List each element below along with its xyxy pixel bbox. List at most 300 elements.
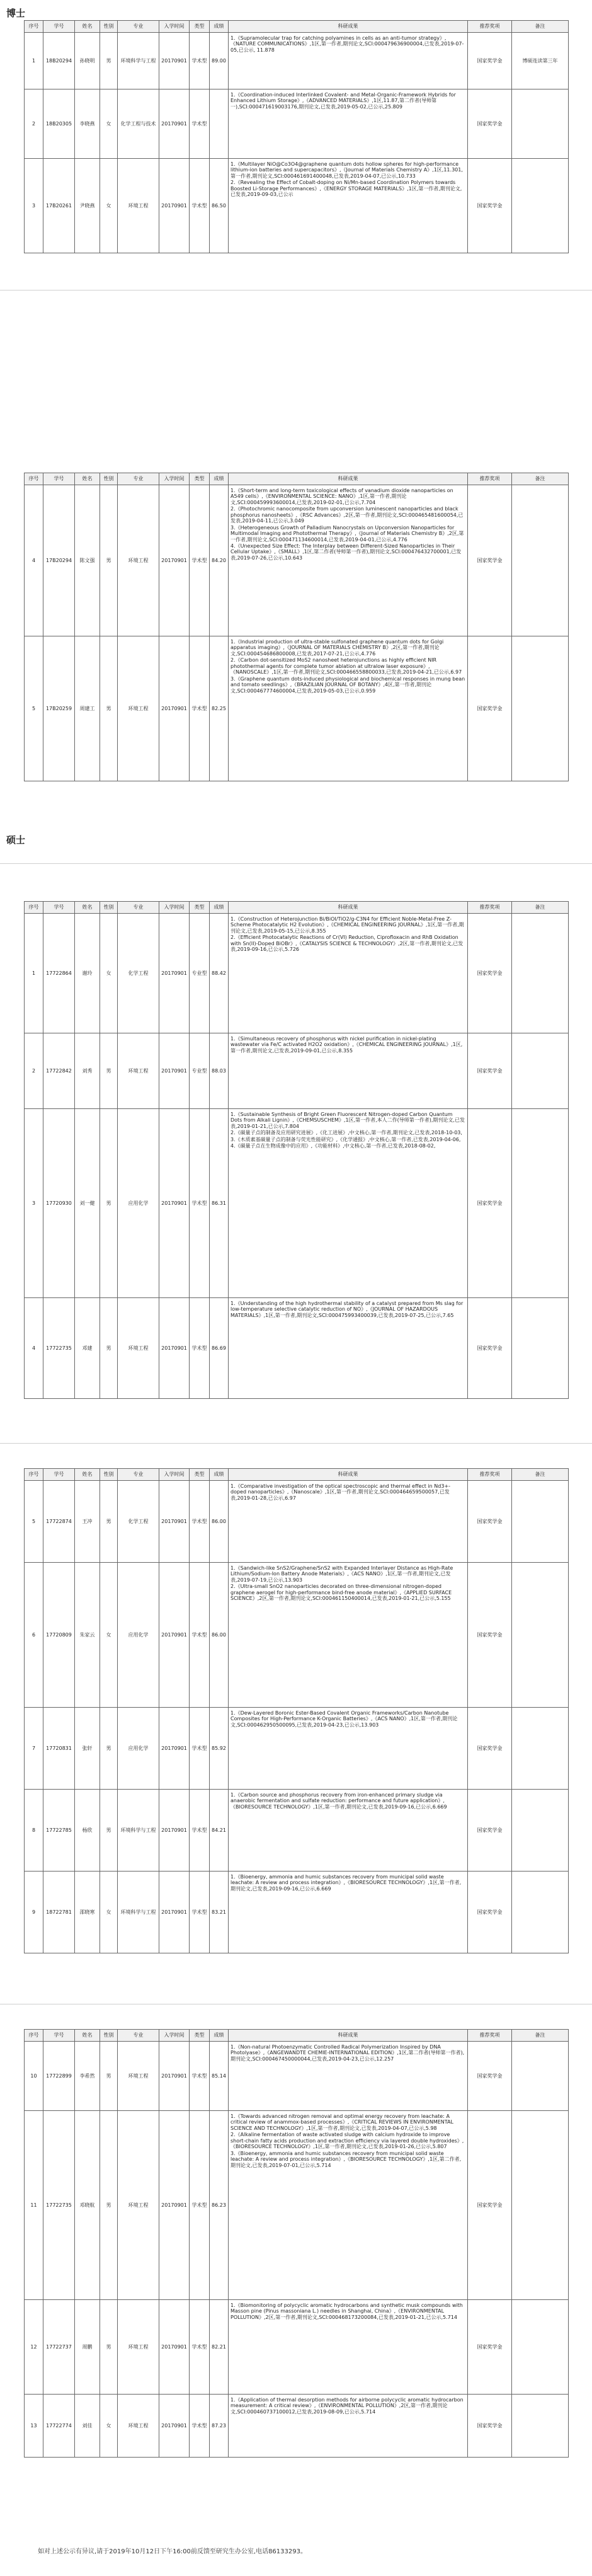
cell-no: 1 [25,914,43,1033]
cell-no: 3 [25,1109,43,1298]
cell-enroll-time: 20170901 [159,636,190,781]
master-table-page3 [24,2029,569,2458]
header-major: 专业 [118,21,159,33]
header-award: 推荐奖项 [468,21,512,33]
cell-no: 8 [25,1790,43,1872]
research-item: 2.《碳量子点的制备及应用研究进展》,《化工进展》,中文核心,第一作者,期刊论文,已发表,2018-10-03, [231,1130,462,1136]
cell-type: 学术型 [190,1708,210,1790]
header-award: 推荐奖项 [468,1469,512,1481]
cell-no: 12 [25,2300,43,2395]
header-major: 专业 [118,2030,159,2042]
cell-research [229,1790,468,1872]
research-item: 2.《Photochromic nanocomposite from upconversion luminescent nanoparticles and black phosphorus nanosheets》,《RSC Advances》,2区,第一作者,期刊论文,SCI:000465481600054,已发表,2019-04-11,已公示,3.049 [231,506,464,524]
cell-no: 10 [25,2042,43,2111]
cell-research [229,2300,468,2395]
header-score: 成绩 [210,1469,229,1481]
cell-research [229,1033,468,1109]
cell-enroll-time: 20170901 [159,1790,190,1872]
header-type: 类型 [190,1469,210,1481]
header-major: 专业 [118,902,159,914]
cell-type: 学术型 [190,1790,210,1872]
cell-research [229,1109,468,1298]
header-enroll-time: 入学时间 [159,2030,190,2042]
cell-major: 环境工程 [118,2042,159,2111]
cell-no: 2 [25,89,43,159]
cell-gender: 女 [100,89,118,159]
phd-table-page1 [24,20,569,253]
cell-award: 国家奖学金 [468,1298,512,1399]
header-remark: 备注 [512,473,569,485]
cell-name: 李晓燕 [75,89,100,159]
header-student-id: 学号 [43,1469,75,1481]
research-item: 1.《Coordination-induced Interlinked Covalent- and Metal-Organic-Framework Hybrids for Enhanced Lithium Storage》,《ADVANCED MATERIALS》,1区,11.87,第二作者(导师第一),SCI:000471619003176,期刊论文,已发表,2019-05-02,已公示,25.809 [231,92,456,110]
cell-name: 周建工 [75,636,100,781]
cell-name: 孙晓明 [75,33,100,89]
cell-enroll-time: 20170901 [159,89,190,159]
cell-remark [512,89,569,159]
cell-score: 82.25 [210,636,229,781]
cell-remark [512,2042,569,2111]
table-row [25,1872,569,1953]
cell-major: 环境工程 [118,485,159,636]
research-item: 3.《木质素基碳量子点的制备与荧光性能研究》,《化学通报》,中文核心,第一作者,已发表,2019-04-06, [231,1136,461,1142]
research-item: 1.《Simultaneous recovery of phosphorus with nickel purification in nickel-plating wastewater via Fe/C activated H2O2 oxidation》,《CHEMICAL ENGINEERING JOURNAL》,1区,第一作者,期刊论文,已发表,2019-09-01,已公示,8.355 [231,1036,463,1054]
cell-enroll-time: 20170901 [159,2111,190,2300]
table-row [25,1298,569,1399]
header-research: 科研成果 [229,2030,468,2042]
cell-remark [512,159,569,253]
header-gender: 性别 [100,473,118,485]
cell-research [229,1298,468,1399]
table-row [25,2111,569,2300]
header-gender: 性别 [100,902,118,914]
cell-score: 86.00 [210,1563,229,1708]
header-no: 序号 [25,21,43,33]
cell-type: 学术型 [190,159,210,253]
cell-enroll-time: 20170901 [159,1298,190,1399]
cell-research [229,89,468,159]
research-item: 1.《Towards advanced nitrogen removal and optimal energy recovery from leachate: A critical review of anammox-based processes》,《CRITICAL REVIEWS IN ENVIRONMENTAL SCIENCE AND TECHNOLOGY》,1区,第一作者,期刊论文,已发表,2019-04-07,已公示,5.98 [231,2113,453,2131]
section-title-master: 硕士 [6,834,26,846]
cell-remark [512,2300,569,2395]
header-no: 序号 [25,902,43,914]
cell-gender: 女 [100,159,118,253]
cell-gender: 男 [100,33,118,89]
header-type: 类型 [190,21,210,33]
cell-major: 应用化学 [118,1109,159,1298]
cell-gender: 男 [100,636,118,781]
cell-gender: 男 [100,1790,118,1872]
cell-gender: 男 [100,2300,118,2395]
research-item: 4.《碳量子点在生物成像中的应用》,《功能材料》,中文核心,第一作者,已发表,2018-08-02, [231,1143,436,1149]
cell-name: 张轩 [75,1708,100,1790]
cell-score [210,89,229,159]
research-item: 1.《Construction of Heterojunction Bi/BiOI/TiO2/g-C3N4 for Efficient Noble-Metal-Free Z-Scheme Photocatalytic H2 Evolution》,《CHEMICAL ENGINEERING JOURNAL》,1区,第一作者,期刊论文,已发表,2019-05-15,已公示,8.355 [231,916,464,934]
cell-no: 11 [25,2111,43,2300]
cell-research [229,1708,468,1790]
research-item: 3.《Graphene quantum dots-induced physiological and biochemical responses in mung bean and tomato seedlings》,《BRAZILIAN JOURNAL OF BOTANY》,4区,第一作者,期刊论文,SCI:000467774600004,已发表,2019-05-03,已公示,0.959 [231,676,465,694]
cell-gender: 男 [100,485,118,636]
header-gender: 性别 [100,1469,118,1481]
cell-major: 环境工程 [118,2395,159,2458]
cell-name: 李希然 [75,2042,100,2111]
research-item: 1.《Understanding of the high hydrothermal stability of a catalyst prepared from Ms slag for low-temperature selective catalytic reduction of NO》,《JOURNAL OF HAZARDOUS MATERIALS》,1区,第一作者,期刊论文,SCI:000475993400039,已发表,2019-07-25,已公示,7.65 [231,1301,464,1318]
cell-student-id: 17722735 [43,1298,75,1399]
research-item: 1.《Sustainable Synthesis of Bright Green Fluorescent Nitrogen-doped Carbon Quantum Dots from Alkali Lignin》,《CHEMSUSCHEM》,1区,第一作者,本人二作(导师第一作者),期刊论文,已发表,2019-01-21,已公示,7.804 [231,1112,465,1129]
cell-remark [512,1109,569,1298]
cell-name: 朱家云 [75,1563,100,1708]
cell-remark [512,1033,569,1109]
cell-student-id: 17720831 [43,1708,75,1790]
research-item: 2.《Efficient Photocatalytic Reactions of Cr(VI) Reduction, Ciprofloxacin and RhB Oxidation with Sn(II)-Doped BiOBr》,《CATALYSIS SCIENCE & TECHNOLOGY》,2区,第一作者,期刊论文,已发表,2019-09-16,已公示,5.726 [231,934,464,953]
header-name: 姓名 [75,1469,100,1481]
cell-student-id: 17722864 [43,914,75,1033]
header-gender: 性别 [100,2030,118,2042]
research-item: 2.《Revealing the Effect of Cobalt-doping on Ni/Mn-based Coordination Polymers towards Boosted Li-Storage Performances》,《ENERGY STORAGE MATERIALS》,1区,第一作者,期刊论文,已发表,2019-09-03,已公示 [231,180,462,198]
cell-award: 国家奖学金 [468,2042,512,2111]
cell-remark [512,1790,569,1872]
header-no: 序号 [25,1469,43,1481]
cell-score: 86.00 [210,1481,229,1563]
header-enroll-time: 入学时间 [159,902,190,914]
cell-major: 应用化学 [118,1708,159,1790]
cell-no: 3 [25,159,43,253]
cell-award: 国家奖学金 [468,1033,512,1109]
cell-score: 88.42 [210,914,229,1033]
cell-type: 学术型 [190,2042,210,2111]
cell-award: 国家奖学金 [468,2111,512,2300]
cell-enroll-time: 20170901 [159,914,190,1033]
cell-no: 7 [25,1708,43,1790]
cell-name: 刘一健 [75,1109,100,1298]
cell-major: 环境科学与工程 [118,33,159,89]
header-type: 类型 [190,902,210,914]
header-award: 推荐奖项 [468,473,512,485]
cell-remark [512,485,569,636]
cell-remark [512,914,569,1033]
header-score: 成绩 [210,2030,229,2042]
cell-name: 邵晓寒 [75,1872,100,1953]
cell-type: 学术型 [190,89,210,159]
cell-remark: 博硕连读第三年 [512,33,569,89]
cell-major: 化学工程 [118,914,159,1033]
cell-gender: 女 [100,1563,118,1708]
header-award: 推荐奖项 [468,2030,512,2042]
cell-type: 专业型 [190,1033,210,1109]
header-gender: 性别 [100,21,118,33]
cell-score: 86.69 [210,1298,229,1399]
cell-type: 专业型 [190,914,210,1033]
cell-award: 国家奖学金 [468,1481,512,1563]
research-item: 1.《Multilayer NiO@Co3O4@graphene quantum dots hollow spheres for high-performance lithium-ion batteries and supercapacitors》,《Journal of Materials Chemistry A》,1区,11.301,第一作者,期刊论文,SCI:000461691400048,已发表,2019-04-07,已公示,10.733 [231,161,463,179]
cell-name: 邓晓航 [75,2111,100,2300]
header-score: 成绩 [210,902,229,914]
cell-major: 应用化学 [118,1563,159,1708]
header-score: 成绩 [210,473,229,485]
table-row [25,1109,569,1298]
cell-major: 环境科学与工程 [118,1790,159,1872]
research-item: 1.《Sandwich-like SnS2/Graphene/SnS2 with Expanded Interlayer Distance as High-Rate Lithium/Sodium-Ion Battery Anode Materials》,《ACS NANO》,1区,第一作者,期刊论文,已发表,2019-07-19,已公示,13.903 [231,1565,453,1583]
cell-student-id: 18B20305 [43,89,75,159]
research-item: 3.《Heterogeneous Growth of Palladium Nanocrystals on Upconversion Nanoparticles for Multimodal Imaging and Photothermal Therapy》,《Journal of Materials Chemistry B》,2区,第一作者,期刊论文,SCI:000471134600014,已发表,2019-04-01,已公示,4.776 [231,524,464,543]
cell-no: 1 [25,33,43,89]
cell-score: 84.21 [210,1790,229,1872]
cell-student-id: 18722781 [43,1872,75,1953]
cell-name: 陈文强 [75,485,100,636]
phd-table-page2 [24,473,569,781]
header-no: 序号 [25,2030,43,2042]
cell-research [229,2395,468,2458]
cell-gender: 男 [100,2042,118,2111]
cell-research [229,1481,468,1563]
cell-student-id: 17B20261 [43,159,75,253]
cell-name: 谢玲 [75,914,100,1033]
cell-no: 4 [25,1298,43,1399]
header-award: 推荐奖项 [468,902,512,914]
cell-major: 环境工程 [118,1298,159,1399]
header-major: 专业 [118,1469,159,1481]
cell-gender: 男 [100,1033,118,1109]
research-item: 1.《Dew-Layered Boronic Ester-Based Covalent Organic Frameworks/Carbon Nanotube Composites for High-Performance K-Organic Batteries》,《ACS NANO》,1区,第一作者,期刊论文,SCI:000462950500095,已发表,2019-04-23,已公示,13.903 [231,1710,458,1728]
table-row [25,1481,569,1563]
cell-gender: 女 [100,1872,118,1953]
cell-gender: 女 [100,2395,118,2458]
cell-research [229,1872,468,1953]
table-row [25,1563,569,1708]
cell-award: 国家奖学金 [468,159,512,253]
header-name: 姓名 [75,21,100,33]
cell-type: 学术型 [190,1481,210,1563]
cell-student-id: 17722899 [43,2042,75,2111]
research-item: 1.《Short-term and long-term toxicological effects of vanadium dioxide nanoparticles on A549 cells》,《ENVIRONMENTAL SCIENCE: NANO》,1区,第一作者,期刊论文,SCI:000459993600014,已发表,2019-02-01,已公示,7.704 [231,488,453,505]
table-row [25,2300,569,2395]
cell-type: 学术型 [190,485,210,636]
cell-major: 环境工程 [118,1033,159,1109]
research-item: 1.《Carbon source and phosphorus recovery from iron-enhanced primary sludge via anaerobic fermentation and sulfate reduction: performance and future application》,《BIORESOURCE TECHNOLOGY》,1区,第一作者,期刊论文,已发表,2019-09-16,已公示,6.669 [231,1792,447,1810]
cell-type: 学术型 [190,1872,210,1953]
cell-enroll-time: 20170901 [159,1563,190,1708]
header-type: 类型 [190,473,210,485]
cell-score: 86.31 [210,1109,229,1298]
cell-name: 周鹏 [75,2300,100,2395]
table-row [25,2395,569,2458]
cell-enroll-time: 20170901 [159,1481,190,1563]
cell-student-id: 17B20259 [43,636,75,781]
cell-student-id: 17722874 [43,1481,75,1563]
table-row [25,2042,569,2111]
cell-enroll-time: 20170901 [159,2300,190,2395]
header-research: 科研成果 [229,473,468,485]
cell-research [229,1563,468,1708]
cell-score: 86.50 [210,159,229,253]
cell-type: 学术型 [190,33,210,89]
table-row [25,89,569,159]
cell-award: 国家奖学金 [468,1872,512,1953]
research-item: 1.《Supramolecular trap for catching polyamines in cells as an anti-tumor strategy》,《NATURE COMMUNICATIONS》,1区,第一作者,期刊论文,SCI:000479636900004,已发表,2019-07-05,已公示, 11.878 [231,35,464,53]
cell-enroll-time: 20170901 [159,485,190,636]
cell-name: 杨欣 [75,1790,100,1872]
table-row [25,1033,569,1109]
cell-research [229,636,468,781]
cell-remark [512,1298,569,1399]
header-student-id: 学号 [43,2030,75,2042]
header-no: 序号 [25,473,43,485]
cell-gender: 男 [100,1298,118,1399]
cell-student-id: 17720930 [43,1109,75,1298]
cell-major: 化学工程 [118,1481,159,1563]
cell-major: 环境科学与工程 [118,1872,159,1953]
cell-remark [512,1708,569,1790]
footer-note: 如对上述公示有异议,请于2019年10月12日下午16:00前反馈至研究生办公室,电话86133293。 [38,2548,307,2555]
cell-award: 国家奖学金 [468,2300,512,2395]
cell-student-id: 18B20294 [43,33,75,89]
cell-score: 86.23 [210,2111,229,2300]
header-name: 姓名 [75,2030,100,2042]
cell-score: 83.21 [210,1872,229,1953]
cell-research [229,33,468,89]
table-row [25,33,569,89]
cell-major: 环境工程 [118,2111,159,2300]
header-research: 科研成果 [229,1469,468,1481]
cell-no: 6 [25,1563,43,1708]
cell-award: 国家奖学金 [468,89,512,159]
cell-type: 学术型 [190,2111,210,2300]
header-score: 成绩 [210,21,229,33]
cell-gender: 男 [100,1109,118,1298]
header-remark: 备注 [512,21,569,33]
cell-score: 88.03 [210,1033,229,1109]
cell-remark [512,1481,569,1563]
cell-research [229,2042,468,2111]
section-title-phd: 博士 [6,8,26,19]
cell-gender: 男 [100,2111,118,2300]
master-table-page2 [24,1468,569,1953]
cell-gender: 男 [100,1708,118,1790]
cell-type: 学术型 [190,636,210,781]
cell-student-id: 17720809 [43,1563,75,1708]
cell-no: 5 [25,1481,43,1563]
header-remark: 备注 [512,1469,569,1481]
header-enroll-time: 入学时间 [159,473,190,485]
cell-research [229,485,468,636]
header-remark: 备注 [512,902,569,914]
cell-name: 刘秀 [75,1033,100,1109]
cell-type: 学术型 [190,1298,210,1399]
cell-no: 9 [25,1872,43,1953]
cell-no: 2 [25,1033,43,1109]
research-item: 2.《Ultra-small SnO2 nanoparticles decorated on three-dimensional nitrogen-doped graphene aerogel for high-performance bind-free anode material》,《APPLIED SURFACE SCIENCE》,2区,第一作者,期刊论文,SCI:000461150400014,已发表,2019-01-21,已公示,5.155 [231,1584,452,1602]
cell-major: 环境工程 [118,2300,159,2395]
header-student-id: 学号 [43,473,75,485]
cell-enroll-time: 20170901 [159,1708,190,1790]
page-divider [0,1443,592,1444]
cell-student-id: 17B20294 [43,485,75,636]
cell-award: 国家奖学金 [468,2395,512,2458]
header-major: 专业 [118,473,159,485]
cell-research [229,159,468,253]
cell-award: 国家奖学金 [468,33,512,89]
cell-award: 国家奖学金 [468,1708,512,1790]
cell-award: 国家奖学金 [468,1790,512,1872]
cell-student-id: 17722737 [43,2300,75,2395]
research-item: 1.《Bioenergy, ammonia and humic substances recovery from municipal solid waste leachate: A review and process integration》,《BIORESOURCE TECHNOLOGY》,1区,第一作者,期刊论文,已发表,2019-09-16,已公示,6.669 [231,1874,462,1892]
table-row [25,1708,569,1790]
cell-award: 国家奖学金 [468,1109,512,1298]
cell-remark [512,636,569,781]
header-research: 科研成果 [229,902,468,914]
cell-award: 国家奖学金 [468,636,512,781]
cell-award: 国家奖学金 [468,1563,512,1708]
cell-type: 学术型 [190,2395,210,2458]
cell-score: 84.20 [210,485,229,636]
table-header-row [25,902,569,914]
cell-enroll-time: 20170901 [159,33,190,89]
research-item: 3.《Bioenergy, ammonia and humic substances recovery from municipal solid waste leachate: A review and process integration》,《BIORESOURCE TECHNOLOGY》,1区,第二作者,期刊论文,已发表,2019-07-01,已公示,5.714 [231,2150,462,2168]
research-item: 4.《Unexpected Size Effect: The Interplay between Different-Sized Nanoparticles in Their Cellular Uptake》,《SMALL》,1区,第二作者(导师第一作者),期刊论文,SCI:000476432700001,已发表,2019-07-26,已公示,10.643 [231,543,462,561]
header-type: 类型 [190,2030,210,2042]
cell-enroll-time: 20170901 [159,2042,190,2111]
cell-score: 82.21 [210,2300,229,2395]
cell-type: 学术型 [190,1109,210,1298]
cell-award: 国家奖学金 [468,914,512,1033]
cell-remark [512,1872,569,1953]
cell-score: 85.14 [210,2042,229,2111]
cell-gender: 女 [100,914,118,1033]
cell-enroll-time: 20170901 [159,2395,190,2458]
cell-gender: 男 [100,1481,118,1563]
header-student-id: 学号 [43,902,75,914]
table-row [25,636,569,781]
cell-research [229,914,468,1033]
research-item: 1.《Industrial production of ultra-stable sulfonated graphene quantum dots for Golgi apparatus imaging》,《JOURNAL OF MATERIALS CHEMISTRY B》,2区,第一作者,期刊论文,SCI:000454686800008,已发表,2017-07-21,已公示,4.776 [231,639,444,657]
cell-score: 85.92 [210,1708,229,1790]
cell-no: 4 [25,485,43,636]
cell-major: 环境工程 [118,159,159,253]
header-enroll-time: 入学时间 [159,21,190,33]
cell-type: 学术型 [190,2300,210,2395]
table-header-row [25,2030,569,2042]
cell-remark [512,1563,569,1708]
master-table-page1 [24,901,569,1399]
cell-remark [512,2395,569,2458]
header-remark: 备注 [512,2030,569,2042]
table-row [25,159,569,253]
cell-type: 学术型 [190,1563,210,1708]
table-row [25,914,569,1033]
header-research: 科研成果 [229,21,468,33]
cell-no: 5 [25,636,43,781]
research-item: 1.《Application of thermal desorption methods for airborne polycyclic aromatic hydrocarbon measurement: A critical review》,《ENVIRONMENTAL POLLUTION》,2区,第一作者,期刊论文,SCI:000460737100012,已发表,2019-08-09,已公示,5.714 [231,2397,464,2415]
cell-award: 国家奖学金 [468,485,512,636]
header-name: 姓名 [75,902,100,914]
cell-student-id: 17722842 [43,1033,75,1109]
cell-name: 尹晓燕 [75,159,100,253]
cell-score: 89.00 [210,33,229,89]
cell-no: 13 [25,2395,43,2458]
cell-major: 化学工程与技术 [118,89,159,159]
header-name: 姓名 [75,473,100,485]
cell-student-id: 17722785 [43,1790,75,1872]
research-item: 1.《Comparative investigation of the optical spectroscopic and thermal effect in Nd3+-doped nanoparticles》,《Nanoscale》,1区,第一作者,期刊论文,SCI:000464659500057,已发表,2019-01-28,已公示,6.97 [231,1483,451,1501]
table-row [25,485,569,636]
cell-remark [512,2111,569,2300]
cell-name: 王冲 [75,1481,100,1563]
cell-score: 87.23 [210,2395,229,2458]
research-item: 2.《Alkaline fermentation of waste activated sludge with calcium hydroxide to improve short-chain fatty acids production and extraction efficiency via layered double hydroxides》,《BIORESOURCE TECHNOLOGY》,1区,第一作者,期刊论文,已发表,2019-01-26,已公示,5.807 [231,2132,464,2150]
table-header-row [25,473,569,485]
research-item: 1.《Biomonitoring of polycyclic aromatic hydrocarbons and synthetic musk compounds with Masson pine (Pinus massoniana L.) needles in Shanghai, China》,《ENVIRONMENTAL POLLUTION》,2区,第一作者,期刊论文,SCI:000468173200084,已发表,2019-01-21,已公示,5.714 [231,2303,463,2320]
header-enroll-time: 入学时间 [159,1469,190,1481]
